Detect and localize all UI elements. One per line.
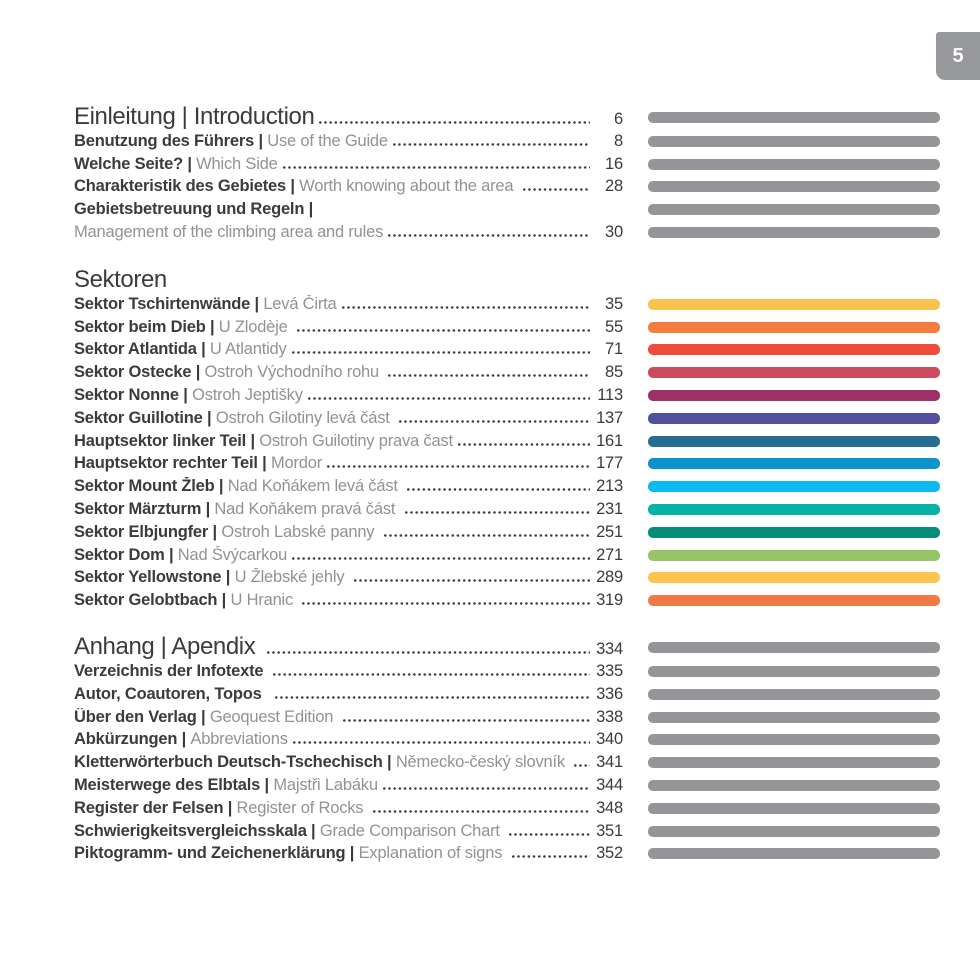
toc-row — [74, 361, 940, 384]
section-anhang — [74, 634, 940, 865]
gray-bar — [648, 227, 940, 238]
leader-dots — [319, 121, 590, 124]
toc-row — [74, 407, 940, 430]
toc-row — [74, 130, 940, 153]
toc-row — [74, 589, 940, 612]
entry-page-number: 55 — [605, 317, 623, 336]
toc-row — [74, 683, 940, 706]
toc-row — [74, 544, 940, 567]
entry-title-cz: Nad Švýcarkou — [177, 545, 288, 564]
toc-row — [74, 774, 940, 797]
leader-dots — [342, 306, 590, 309]
leader-dots — [327, 465, 590, 468]
section-heading: Einleitung | Introduction — [74, 103, 315, 130]
entry-title-en: Abbreviations — [190, 730, 288, 749]
entry-title-cz: Levá Čirta — [263, 294, 337, 313]
entry-title-de: Gebietsbetreuung und Regeln | — [74, 200, 314, 219]
entry-title-cz: Německo-český slovník — [395, 753, 570, 772]
entry-page-number: 177 — [596, 454, 623, 473]
entry-title-en: Explanation of signs — [358, 844, 507, 863]
toc-row — [74, 797, 940, 820]
toc-row — [74, 453, 940, 476]
entry-title-de: Sektor Atlantida | — [74, 340, 210, 359]
section-sektoren — [74, 267, 940, 612]
gray-bar — [648, 780, 940, 791]
leader-dots — [393, 143, 590, 146]
entry-title-de: Sektor Yellowstone | — [74, 568, 235, 587]
leader-dots — [283, 166, 590, 169]
entry-title-de: Charakteristik des Gebietes | — [74, 177, 300, 196]
entry-page-number: 338 — [596, 707, 623, 726]
entry-title-de: Sektor beim Dieb | — [74, 317, 219, 336]
leader-dots — [273, 673, 590, 676]
sector-color-bar — [648, 527, 940, 538]
entry-title-de: Abkürzungen | — [74, 730, 191, 749]
toc-content — [74, 104, 940, 865]
entry-title-de: Sektor Märzturm | — [74, 500, 215, 519]
entry-page-number: 161 — [596, 431, 623, 450]
toc-row — [74, 198, 940, 221]
entry-title-en: Which Side — [196, 154, 278, 173]
sector-color-bar — [648, 367, 940, 378]
leader-dots — [308, 397, 590, 400]
leader-dots — [509, 833, 590, 836]
entry-title-en: Geoquest Edition — [209, 707, 338, 726]
entry-page-number: 71 — [605, 340, 623, 359]
leader-dots — [458, 443, 590, 446]
entry-page-number: 16 — [605, 154, 623, 173]
gray-bar — [648, 689, 940, 700]
entry-page-number: 340 — [596, 730, 623, 749]
entry-title-de: Welche Seite? | — [74, 154, 197, 173]
entry-page-number: 341 — [596, 753, 623, 772]
gray-bar — [648, 666, 940, 677]
entry-title-de: Sektor Ostecke | — [74, 363, 205, 382]
leader-dots — [407, 488, 590, 491]
entry-title-cz: U Žlebské jehly — [234, 568, 349, 587]
entry-page-number: 231 — [596, 500, 623, 519]
entry-page-number: 137 — [596, 408, 623, 427]
entry-title-de: Sektor Nonne | — [74, 386, 193, 405]
toc-row — [74, 267, 940, 293]
entry-title-cz: Majstři Labáku — [273, 776, 378, 795]
gray-bar — [648, 642, 940, 653]
entry-page-number: 352 — [596, 844, 623, 863]
entry-title-de: Hauptsektor linker Teil | — [74, 431, 260, 450]
leader-dots — [275, 696, 590, 699]
sector-color-bar — [648, 390, 940, 401]
toc-row — [74, 751, 940, 774]
toc-row — [74, 843, 940, 866]
toc-row — [74, 384, 940, 407]
entry-title-en: Worth knowing about the area — [299, 177, 518, 196]
entry-title-de: Sektor Guillotine | — [74, 408, 216, 427]
entry-page-number: 351 — [596, 821, 623, 840]
entry-page-number: 336 — [596, 684, 623, 703]
leader-dots — [512, 855, 590, 858]
gray-bar — [648, 826, 940, 837]
gray-bar — [648, 803, 940, 814]
leader-dots — [405, 511, 590, 514]
entry-title-cz: Ostroh Jeptišky — [192, 386, 303, 405]
entry-page-number: 213 — [596, 477, 623, 496]
sector-color-bar — [648, 572, 940, 583]
entry-title-en: Grade Comparison Chart — [319, 821, 505, 840]
toc-row — [74, 153, 940, 176]
entry-title-en: Use of the Guide — [267, 131, 388, 150]
entry-page-number: 271 — [596, 545, 623, 564]
entry-title-de: Register der Felsen | — [74, 798, 237, 817]
entry-title-cz: U Atlantidy — [209, 340, 287, 359]
entry-title-cz: Nad Koňákem levá část — [227, 477, 403, 496]
page-number-badge — [936, 32, 980, 80]
leader-dots — [354, 579, 590, 582]
toc-row — [74, 567, 940, 590]
leader-dots — [383, 787, 590, 790]
sector-color-bar — [648, 299, 940, 310]
entry-page-number: 85 — [605, 363, 623, 382]
entry-title-de: Sektor Elbjungfer | — [74, 522, 222, 541]
toc-row — [74, 293, 940, 316]
gray-bar — [648, 159, 940, 170]
leader-dots — [399, 420, 590, 423]
leader-dots — [523, 188, 590, 191]
entry-title-de: Sektor Gelobtbach | — [74, 591, 231, 610]
entry-page-number: 113 — [597, 386, 623, 405]
entry-title-de: Über den Verlag | — [74, 707, 210, 726]
page-number: 5 — [952, 44, 964, 67]
entry-title-cz: Nad Koňákem pravá část — [214, 500, 400, 519]
entry-title-de: Meisterwege des Elbtals | — [74, 776, 274, 795]
sector-color-bar — [648, 481, 940, 492]
entry-title-de: Verzeichnis der Infotexte — [74, 662, 268, 681]
entry-title-cz: Ostroh Labské panny — [221, 522, 379, 541]
gray-bar — [648, 112, 940, 123]
leader-dots — [574, 764, 590, 767]
entry-page-number: 35 — [605, 294, 623, 313]
entry-title-de: Sektor Mount Žleb | — [74, 477, 228, 496]
toc-row — [74, 316, 940, 339]
leader-dots — [373, 810, 590, 813]
entry-title-de: Hauptsektor rechter Teil | — [74, 454, 271, 473]
entry-page-number: 335 — [596, 662, 623, 681]
leader-dots — [292, 557, 590, 560]
entry-title-cz: U Zlodèje — [218, 317, 292, 336]
entry-page-number: 348 — [596, 798, 623, 817]
entry-page-number: 289 — [596, 568, 623, 587]
entry-title-de: Benutzung des Führers | — [74, 131, 268, 150]
entry-page-number: 344 — [596, 776, 623, 795]
entry-title-de: Kletterwörterbuch Deutsch-Tschechisch | — [74, 753, 396, 772]
toc-row — [74, 176, 940, 199]
entry-title-cz: U Hranic — [230, 591, 298, 610]
toc-row — [74, 221, 940, 244]
entry-title-de: Sektor Dom | — [74, 545, 178, 564]
gray-bar — [648, 848, 940, 859]
sector-color-bar — [648, 550, 940, 561]
gray-bar — [648, 712, 940, 723]
entry-page-number: 334 — [596, 640, 623, 659]
leader-dots — [343, 719, 590, 722]
toc-row — [74, 104, 940, 130]
gray-bar — [648, 136, 940, 147]
entry-page-number: 319 — [596, 591, 623, 610]
entry-title-de: Schwierigkeitsvergleichsskala | — [74, 821, 320, 840]
toc-row — [74, 430, 940, 453]
leader-dots — [267, 651, 590, 654]
sector-color-bar — [648, 413, 940, 424]
section-einleitung — [74, 104, 940, 244]
toc-row — [74, 498, 940, 521]
gray-bar — [648, 204, 940, 215]
gray-bar — [648, 757, 940, 768]
gray-bar — [648, 181, 940, 192]
toc-row — [74, 339, 940, 362]
toc-row — [74, 634, 940, 660]
toc-row — [74, 521, 940, 544]
entry-page-number: 30 — [605, 223, 623, 242]
toc-row — [74, 706, 940, 729]
entry-title-cz: Mordor — [270, 454, 323, 473]
entry-title-cz: Ostroh Gilotiny levá část — [215, 408, 395, 427]
toc-row — [74, 820, 940, 843]
sector-color-bar — [648, 436, 940, 447]
toc-row — [74, 729, 940, 752]
entry-title-de: Piktogramm- und Zeichenerklärung | — [74, 844, 359, 863]
leader-dots — [388, 374, 590, 377]
toc-row — [74, 660, 940, 683]
entry-page-number: 6 — [614, 110, 623, 128]
entry-title-cz: Ostroh Guilotiny prava čast — [259, 431, 453, 450]
leader-dots — [388, 234, 590, 237]
entry-title-de: Autor, Coautoren, Topos — [74, 684, 271, 703]
section-heading: Anhang | Apendix — [74, 633, 262, 661]
entry-page-number: 251 — [596, 522, 623, 541]
leader-dots — [302, 602, 590, 605]
gray-bar — [648, 734, 940, 745]
leader-dots — [384, 534, 590, 537]
leader-dots — [293, 741, 590, 744]
sector-color-bar — [648, 322, 940, 333]
sector-color-bar — [648, 595, 940, 606]
sector-color-bar — [648, 458, 940, 469]
leader-dots — [297, 329, 590, 332]
leader-dots — [292, 351, 590, 354]
entry-page-number: 8 — [614, 131, 623, 150]
toc-row — [74, 475, 940, 498]
entry-title-de: Sektor Tschirtenwände | — [74, 294, 264, 313]
entry-title-en: Register of Rocks — [236, 798, 368, 817]
sector-color-bar — [648, 344, 940, 355]
entry-page-number: 28 — [605, 177, 623, 196]
entry-title-cz: Ostroh Východního rohu — [204, 363, 384, 382]
entry-title-en: Management of the climbing area and rules — [74, 223, 384, 242]
sector-color-bar — [648, 504, 940, 515]
section-heading: Sektoren — [74, 265, 167, 293]
